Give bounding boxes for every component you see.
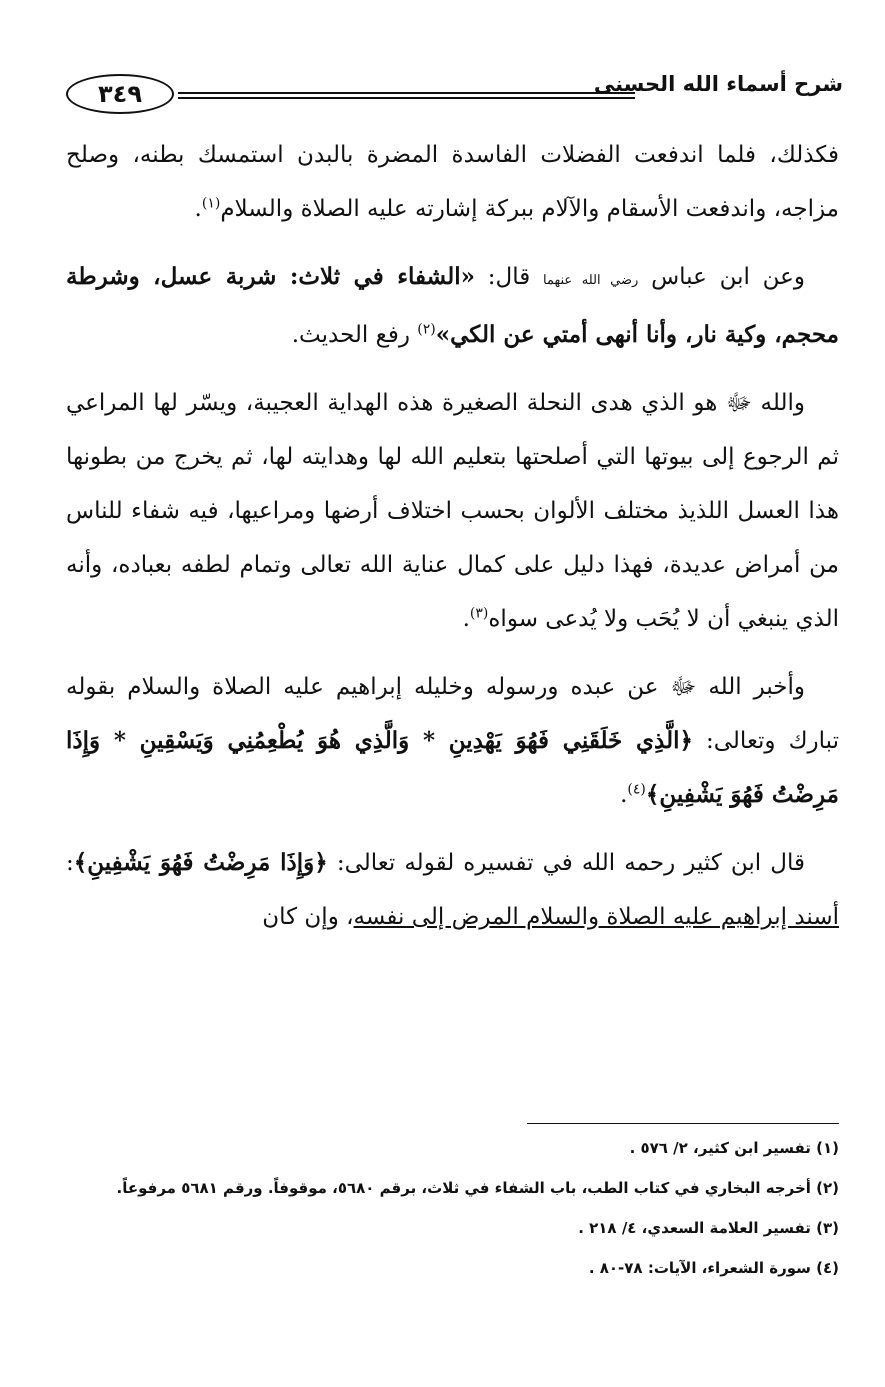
paragraph-5: قال ابن كثير رحمه الله في تفسيره لقوله تعالى: ﴿وَإِذَا مَرِضْتُ فَهُوَ يَشْفِينِ﴾: أسند إبراهيم عليه الصلاة والسلام المرض إلى نفسه، وإن كان	[66, 849, 839, 930]
paragraph-4: وأخبر الله ﷻ عن عبده ورسوله وخليله إبراهيم عليه الصلاة والسلام بقوله تبارك وتعالى: ﴿الَّذِي خَلَقَنِي فَهُوَ يَهْدِينِ * وَالَّذِي هُوَ يُطْعِمُنِي وَيَسْقِينِ * وَإِذَا مَرِضْتُ فَهُوَ يَشْفِينِ﴾$^{(٤)}$.	[66, 674, 839, 808]
paragraph-2: وعن ابن عباس رضي الله عنهما قال: «الشفاء في ثلاث: شربة عسل، وشرطة محجم، وكية نار، وأنا أنهى أمتي عن الكي»$^{(٢)}$ رفع الحديث.	[66, 263, 839, 348]
footnote-1: (١) تفسير ابن كثير، ٢/ ٥٧٦ .	[629, 1139, 839, 1157]
footnote-separator	[527, 1123, 839, 1124]
footnotes	[66, 1128, 839, 1288]
page-header	[66, 62, 843, 122]
footnote-ref-3[interactable]: (٣)	[469, 605, 489, 622]
footnote-ref-1[interactable]: (١)	[201, 195, 221, 212]
footnote-ref-2[interactable]: (٢)	[417, 321, 436, 338]
body-text	[66, 128, 839, 958]
paragraph-1: فكذلك، فلما اندفعت الفضلات الفاسدة المضرة بالبدن استمسك بطنه، وصلح مزاجه، واندفعت الأسقام والآلام ببركة إشارته عليه الصلاة والسلام$^{(١)}$.	[66, 142, 839, 222]
page-number: ٣٤٩	[66, 74, 174, 114]
running-title: شرح أسماء الله الحسنى	[593, 72, 843, 96]
quran-verse: ﴿الَّذِي خَلَقَنِي فَهُوَ يَهْدِينِ * وَالَّذِي هُوَ يُطْعِمُنِي وَيَسْقِينِ * وَإِذَا مَرِضْتُ فَهُوَ يَشْفِينِ﴾	[66, 727, 839, 808]
footnote-4: (٤) سورة الشعراء، الآيات: ٧٨-٨٠ .	[588, 1259, 839, 1277]
footnote-ref-4[interactable]: (٤)	[627, 781, 646, 798]
underlined-text: أسند إبراهيم عليه الصلاة والسلام المرض إلى نفسه	[353, 904, 839, 930]
honorific: رضي الله عنهما	[542, 273, 639, 288]
footnote-2: (٢) أخرجه البخاري في كتاب الطب، باب الشفاء في ثلاث، برقم ٥٦٨٠، موقوفاً. ورقم ٥٦٨١ مرفوعاً.	[116, 1179, 839, 1197]
hadith-quote: «الشفاء في ثلاث: شربة عسل، وشرطة محجم، وكية نار، وأنا أنهى أمتي عن الكي»	[66, 263, 839, 348]
header-rule	[178, 92, 635, 99]
paragraph-3: والله ﷻ هو الذي هدى النحلة الصغيرة هذه الهداية العجيبة، ويسّر لها المراعي ثم الرجوع إلى بيوتها التي أصلحتها بتعليم الله لها وهدايته لها، ثم يخرج من بطونها هذا العسل اللذيذ مختلف الألوان بحسب اختلاف أرضها ومراعيها، فيه شفاء للناس من أمراض عديدة، فهذا دليل على كمال عناية الله تعالى وتمام لطفه بعباده، وأنه الذي ينبغي أن لا يُحَب ولا يُدعى سواه$^{(٣)}$.	[66, 390, 839, 632]
footnote-3: (٣) تفسير العلامة السعدي، ٤/ ٢١٨ .	[578, 1219, 839, 1237]
quran-verse-short: ﴿وَإِذَا مَرِضْتُ فَهُوَ يَشْفِينِ﴾	[73, 849, 328, 876]
